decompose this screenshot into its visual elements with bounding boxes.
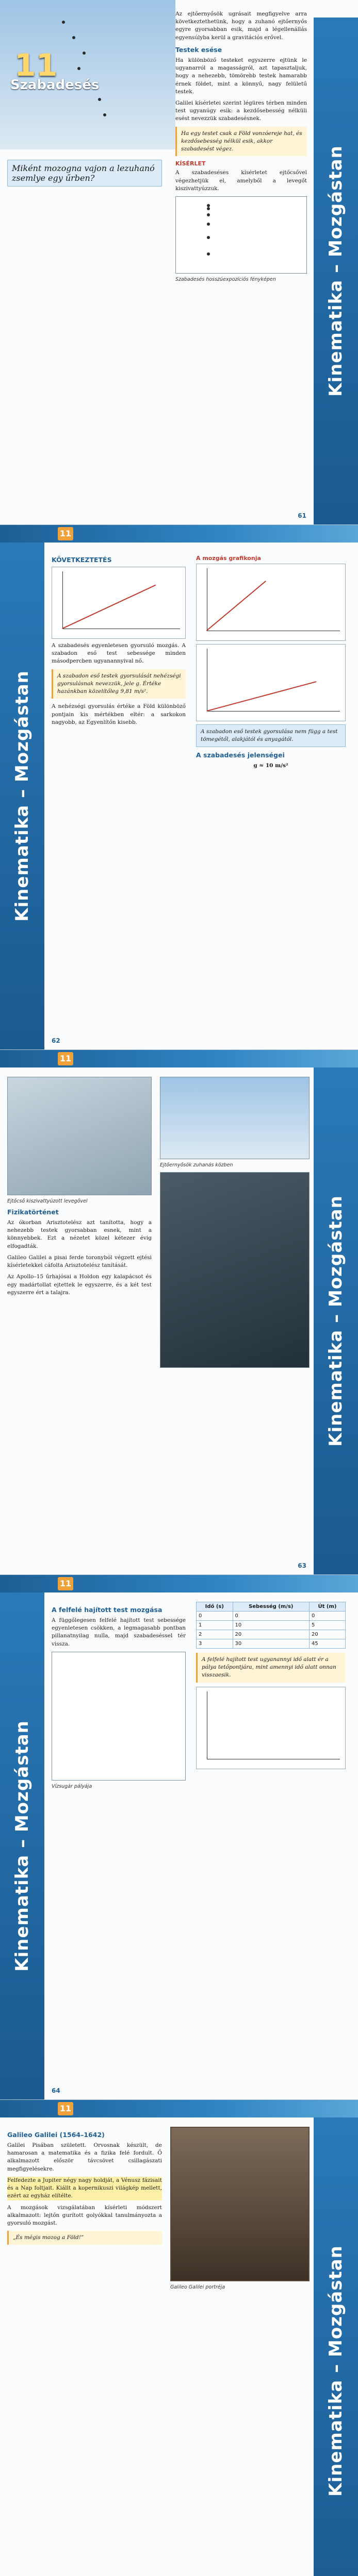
definition-note: Ha egy testet csak a Föld vonzóereje hat, és kezdősebesség nélkül esik, akkor szabadesést végez. xyxy=(175,127,307,157)
text-column-left xyxy=(52,552,186,1029)
highlighted-paragraph: Felfedezte a Jupiter négy nagy holdját, a Vénusz fázisait és a Nap foltjait. Kiállt a kopernikuszi világkép mellett, ezért az egyház elítélte. xyxy=(7,2177,162,2200)
distance-graph xyxy=(196,564,346,641)
chapter-badge: 11 xyxy=(58,2102,73,2115)
text-column-right xyxy=(170,2127,310,2576)
chapter-badge: 11 xyxy=(58,527,73,540)
definition-note: A felfelé hajított test ugyanannyi idő alatt ér a pálya tetőpontjára, mint amennyi idő alatt onnan visszaesik. xyxy=(196,1653,346,1683)
side-band xyxy=(0,1592,44,2099)
trajectory-graph xyxy=(196,1687,346,1769)
paragraph: Galilei Pisában született. Orvosnak készült, de hamarosan a matematika és a fizika felé fordult. Ő alkalmazott először távcsövet csillagászati megfigyelésekre. xyxy=(7,2142,162,2172)
table-row: 2 20 20 xyxy=(197,1630,346,1639)
section-heading: Fizikatörténet xyxy=(7,1208,59,1216)
header-band xyxy=(0,2100,358,2117)
paragraph: A szabadesés egyenletesen gyorsuló mozgás. A szabadon eső test sebessége minden másodpercben ugyanannyival nő. xyxy=(52,642,186,665)
page-number: 64 xyxy=(52,2087,60,2094)
text-column-right xyxy=(196,1602,346,2079)
side-label: Kinematika – Mozgástan xyxy=(326,145,346,397)
paragraph: Az ókorban Arisztotelész azt tanította, hogy a nehezebb testek gyorsabban esnek, mint a könnyebbek. Ezt a nézetet közel kétezer évig elfogadták. xyxy=(7,1219,152,1249)
text-column xyxy=(175,10,307,504)
side-label: Kinematika – Mozgástan xyxy=(326,2245,346,2497)
experiment-heading: KÍSÉRLET xyxy=(175,160,206,167)
quote-box: „És mégis mozog a Föld!” xyxy=(7,2231,162,2245)
side-label: Kinematika – Mozgástan xyxy=(326,1195,346,1447)
definition-note: A szabadon eső testek gyorsulását nehézségi gyorsulásnak nevezzük, jele g. Értéke hazánkban közelítőleg 9,81 m/s². xyxy=(52,669,186,699)
formula: g ≈ 10 m/s² xyxy=(253,762,288,769)
side-label: Kinematika – Mozgástan xyxy=(12,1720,32,1972)
question-box: Miként mozogna vajon a lezuhanó zsemlye egy űrben? xyxy=(7,160,162,187)
page-number: 62 xyxy=(52,1037,60,1044)
figure-caption: Ejtőernyősök zuhanás közben xyxy=(160,1162,233,1168)
text-column-right xyxy=(196,552,346,1029)
side-label: Kinematika – Mozgástan xyxy=(12,670,32,922)
figure-caption: Vízsugár pályája xyxy=(52,1783,92,1789)
section-heading: Galileo Galilei (1564–1642) xyxy=(7,2131,105,2139)
side-band xyxy=(314,2117,358,2576)
paragraph: A függőlegesen felfelé hajított test sebessége egyenletesen csökken, a legmagasabb pontban pillanatnyilag nulla, majd szabadeséssel tér vissza. xyxy=(52,1617,186,1647)
strobe-figure xyxy=(175,196,307,274)
side-band xyxy=(0,543,44,1049)
header-band xyxy=(0,1050,358,1067)
table-row: 1 10 5 xyxy=(197,1621,346,1630)
astronaut-photo xyxy=(160,1172,310,1368)
vacuum-tube-photo xyxy=(7,1077,152,1195)
paragraph: Galileo Galilei a pisai ferde toronyból végzett ejtési kísérletekkel cáfolta Arisztotelész tanítását. xyxy=(7,1254,152,1269)
table-row: 0 0 0 xyxy=(197,1612,346,1621)
page-65 xyxy=(0,2100,358,2576)
section-heading: A felfelé hajított test mozgása xyxy=(52,1606,162,1614)
paragraph: A mozgások vizsgálatában kísérleti módszert alkalmazott: lejtőn gurított golyókkal tanulmányozta a gyorsuló mozgást. xyxy=(7,2204,162,2226)
page-61 xyxy=(0,0,358,525)
skydivers-photo xyxy=(160,1077,310,1159)
table-header: Út (m) xyxy=(310,1602,346,1612)
figure-caption: Szabadesés hosszúexpozíciós fényképen xyxy=(175,276,276,282)
section-heading: A szabadesés jelenségei xyxy=(196,751,285,759)
paragraph: A szabadeséses kísérletet ejtőcsővel végezhetjük el, amelyből a levegőt kiszivattyúzzuk. xyxy=(175,170,307,192)
chapter-number: 11 xyxy=(14,47,58,83)
table-header: Idő (s) xyxy=(197,1602,233,1612)
figure-caption: Ejtőcső kiszivattyúzott levegővel xyxy=(7,1198,88,1204)
text-column-left xyxy=(52,1602,186,2079)
table-row: 3 30 45 xyxy=(197,1639,346,1649)
page-62 xyxy=(0,525,358,1050)
header-band xyxy=(0,1575,358,1592)
speed-graph xyxy=(52,567,186,639)
page-63 xyxy=(0,1050,358,1575)
paragraph: Az Apollo–15 űrhajósai a Holdon egy kalapácsot és egy madártollat ejtettek le egyszerre, és a két test egyszerre ért a talajra. xyxy=(7,1274,152,1296)
text-column-left xyxy=(7,2127,162,2576)
table-header: Sebesség (m/s) xyxy=(233,1602,310,1612)
side-band xyxy=(314,1067,358,1574)
text-column-left xyxy=(7,1077,152,1554)
page-number: 63 xyxy=(298,1562,306,1569)
page-title: Szabadesés xyxy=(10,77,100,93)
page-64 xyxy=(0,1575,358,2100)
motion-table xyxy=(196,1602,346,1649)
section-heading: Testek esése xyxy=(175,45,222,54)
fountain-figure xyxy=(52,1652,186,1781)
highlight-box: A szabadon eső testek gyorsulása nem függ a test tömegétől, alakjától és anyagától. xyxy=(196,724,346,747)
paragraph: A nehézségi gyorsulás értéke a Föld különböző pontjain kis mértékben eltér: a sarkokon nagyobb, az Egyenlítőn kisebb. xyxy=(52,703,186,725)
figure-caption: Galileo Galilei portréja xyxy=(170,2284,225,2290)
section-heading: KÖVETKEZTETÉS xyxy=(52,556,112,564)
galilei-portrait xyxy=(170,2127,310,2281)
header-band xyxy=(0,525,358,543)
paragraph: Ha különböző testeket egyszerre ejtünk le ugyanarról a magasságról, azt tapasztaljuk, hogy a nehezebb, tömörebb testek hamarabb érnek földet, mint a könnyű, nagy felületű testek. xyxy=(175,57,307,95)
side-band xyxy=(314,18,358,524)
chapter-badge: 11 xyxy=(58,1577,73,1590)
graph-title: A mozgás grafikonja xyxy=(196,555,261,562)
chapter-badge: 11 xyxy=(58,1052,73,1065)
paragraph: Galilei kísérletei szerint légüres térben minden test ugyanúgy esik: a kezdősebesség nélküli esést nevezzük szabadesésnek. xyxy=(175,99,307,122)
text-column-right xyxy=(160,1077,310,1554)
intro-text: Az ejtőernyősök ugrásait megfigyelve arra következtethetünk, hogy a zuhanó ejtőernyős egyre gyorsabban esik, majd a légellenállás egyensúlyba kerül a gravitációs erővel. xyxy=(175,11,307,41)
acceleration-graph xyxy=(196,644,346,721)
page-number: 61 xyxy=(298,512,306,519)
